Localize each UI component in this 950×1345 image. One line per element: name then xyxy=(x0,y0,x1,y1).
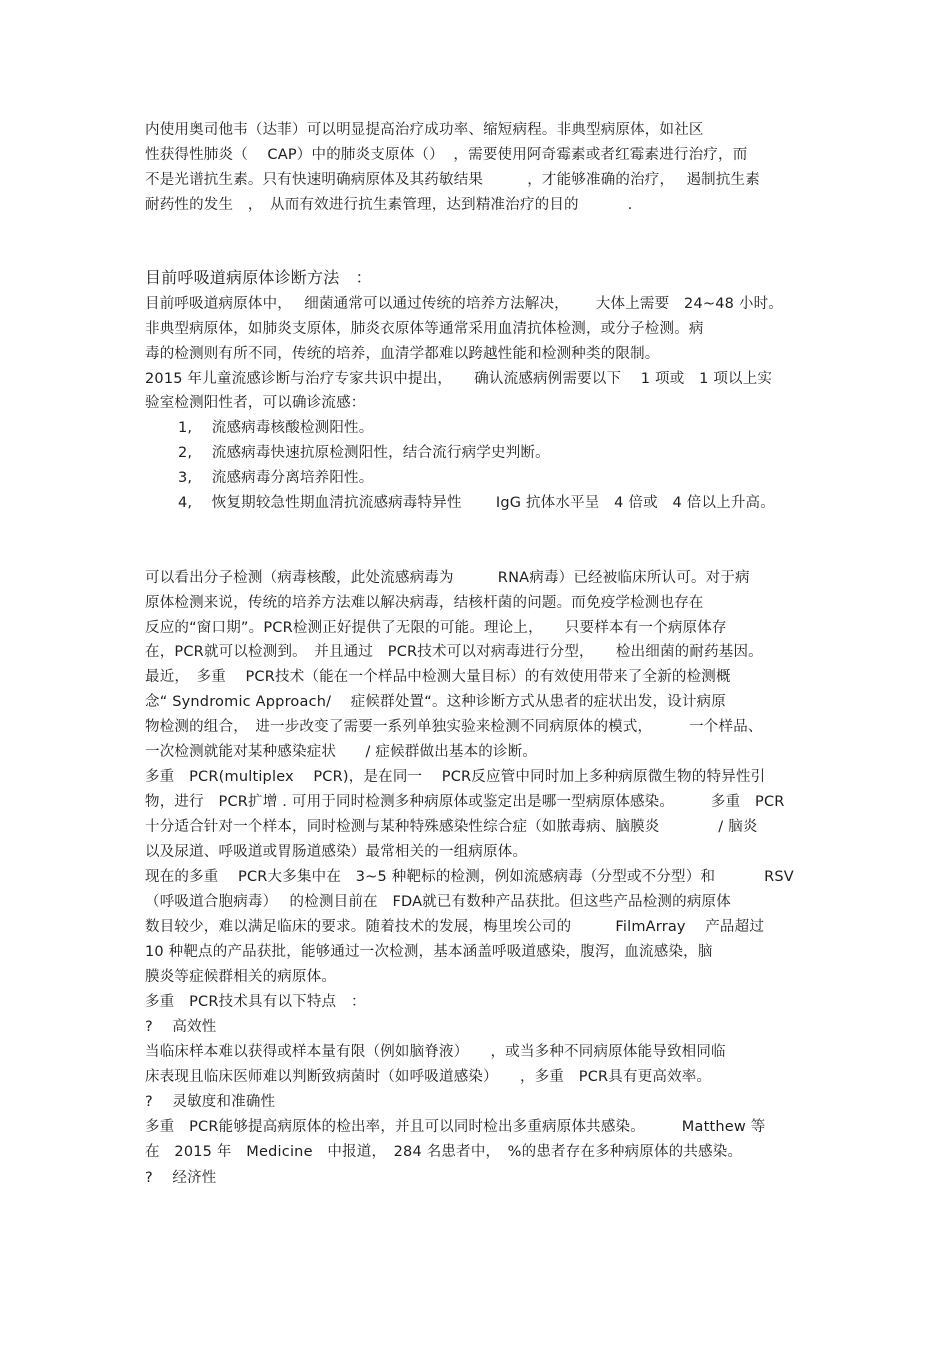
section-line: 验室检测阳性者，可以确诊流感： xyxy=(145,395,366,411)
body-line: 可以看出分子检测（病毒核酸，此处流感病毒为 RNA病毒）已经被临床所认可。对于病 xyxy=(145,570,750,586)
body-line: 原体检测来说，传统的培养方法难以解决病毒，结核杆菌的问题。而免疫学检测也存在 xyxy=(145,595,704,611)
body-line: 念“ Syndromic Approach/ 症候群处置“。这种诊断方式从患者的症状出发，设计病原 xyxy=(145,694,726,710)
feature-line: 当临床样本难以获得或样本量有限（例如脑脊液） ，或当多种不同病原体能导致相同临 xyxy=(145,1044,726,1060)
feature-line: 多重 PCR能够提高病原体的检出率，并且可以同时检出多重病原体共感染。 Matthew 等 xyxy=(145,1119,766,1135)
list-item: 2, 流感病毒快速抗原检测阳性，结合流行病学史判断。 xyxy=(178,445,550,461)
body-line: 现在的多重 PCR大多集中在 3~5 种靶标的检测，例如流感病毒（分型或不分型）和 RSV xyxy=(145,869,794,885)
body-line: 最近， 多重 PCR技术（能在一个样品中检测大量目标）的有效使用带来了全新的检测概 xyxy=(145,669,731,685)
body-line: 数目较少，难以满足临床的要求。随着技术的发展，梅里埃公司的 FilmArray 产品超过 xyxy=(145,919,765,935)
list-item: 1, 流感病毒核酸检测阳性。 xyxy=(178,420,374,436)
body-line: 十分适合针对一个样本，同时检测与某种特殊感染性综合症（如脓毒病、脑膜炎 / 脑炎 xyxy=(145,819,758,835)
body-line: 膜炎等症候群相关的病原体。 xyxy=(145,969,337,985)
feature-line: 床表现且临床医师难以判断致病菌时（如呼吸道感染） ，多重 PCR具有更高效率。 xyxy=(145,1069,712,1085)
body-line: （呼吸道合胞病毒） 的检测目前在 FDA就已有数种产品获批。但这些产品检测的病原体 xyxy=(145,894,731,910)
body-line: 以及尿道、呼吸道或胃肠道感染）最常相关的一组病原体。 xyxy=(145,844,528,860)
feature-title: ? 灵敏度和准确性 xyxy=(145,1094,276,1110)
section-line: 目前呼吸道病原体中， 细菌通常可以通过传统的培养方法解决， 大体上需要 24~48 小时。 xyxy=(145,296,783,312)
section-line: 毒的检测则有所不同，传统的培养，血清学都难以跨越性能和检测种类的限制。 xyxy=(145,346,660,362)
intro-line: 内使用奥司他韦（达菲）可以明显提高治疗成功率、缩短病程。非典型病原体，如社区 xyxy=(145,122,704,138)
body-line: 物检测的组合， 进一步改变了需要一系列单独实验来检测不同病原体的模式， 一个样品、 xyxy=(145,719,763,735)
intro-line: 不是光谱抗生素。只有快速明确病原体及其药敏结果 ，才能够准确的治疗， 遏制抗生素 xyxy=(145,172,760,188)
feature-line: 在 2015 年 Medicine 中报道， 284 名患者中， %的患者存在多种病原体的共感染。 xyxy=(145,1144,743,1160)
body-line: 在，PCR就可以检测到。 并且通过 PCR技术可以对病毒进行分型， 检出细菌的耐药基因。 xyxy=(145,644,763,660)
body-line: 多重 PCR技术具有以下特点 ： xyxy=(145,994,366,1010)
body-line: 反应的“窗口期”。PCR检测正好提供了无限的可能。理论上， 只要样本有一个病原体存 xyxy=(145,620,727,636)
section-heading: 目前呼吸道病原体诊断方法 ： xyxy=(145,268,372,287)
body-line: 一次检测就能对某种感染症状 / 症候群做出基本的诊断。 xyxy=(145,744,538,760)
intro-line: 性获得性肺炎（ CAP）中的肺炎支原体（） ，需要使用阿奇霉素或者红霉素进行治疗，而 xyxy=(145,147,748,163)
intro-line: 耐药性的发生 ， 从而有效进行抗生素管理，达到精准治疗的目的 . xyxy=(145,197,633,213)
feature-title: ? 经济性 xyxy=(145,1170,217,1186)
body-line: 物，进行 PCR扩增 . 可用于同时检测多种病原体或鉴定出是哪一型病原体感染。 多重 PCR xyxy=(145,794,785,810)
feature-title: ? 高效性 xyxy=(145,1019,217,1035)
body-line: 多重 PCR(multiplex PCR)，是在同一 PCR反应管中同时加上多种病原微生物的特异性引 xyxy=(145,769,766,785)
section-line: 2015 年儿童流感诊断与治疗专家共识中提出， 确认流感病例需要以下 1 项或 1 项以上实 xyxy=(145,371,773,387)
list-item: 3, 流感病毒分离培养阳性。 xyxy=(178,470,374,486)
section-line: 非典型病原体，如肺炎支原体，肺炎衣原体等通常采用血清抗体检测，或分子检测。病 xyxy=(145,321,704,337)
body-line: 10 种靶点的产品获批，能够通过一次检测，基本涵盖呼吸道感染，腹泻，血流感染，脑 xyxy=(145,944,713,960)
list-item: 4, 恢复期较急性期血清抗流感病毒特异性 IgG 抗体水平呈 4 倍或 4 倍以上升高。 xyxy=(178,495,775,511)
